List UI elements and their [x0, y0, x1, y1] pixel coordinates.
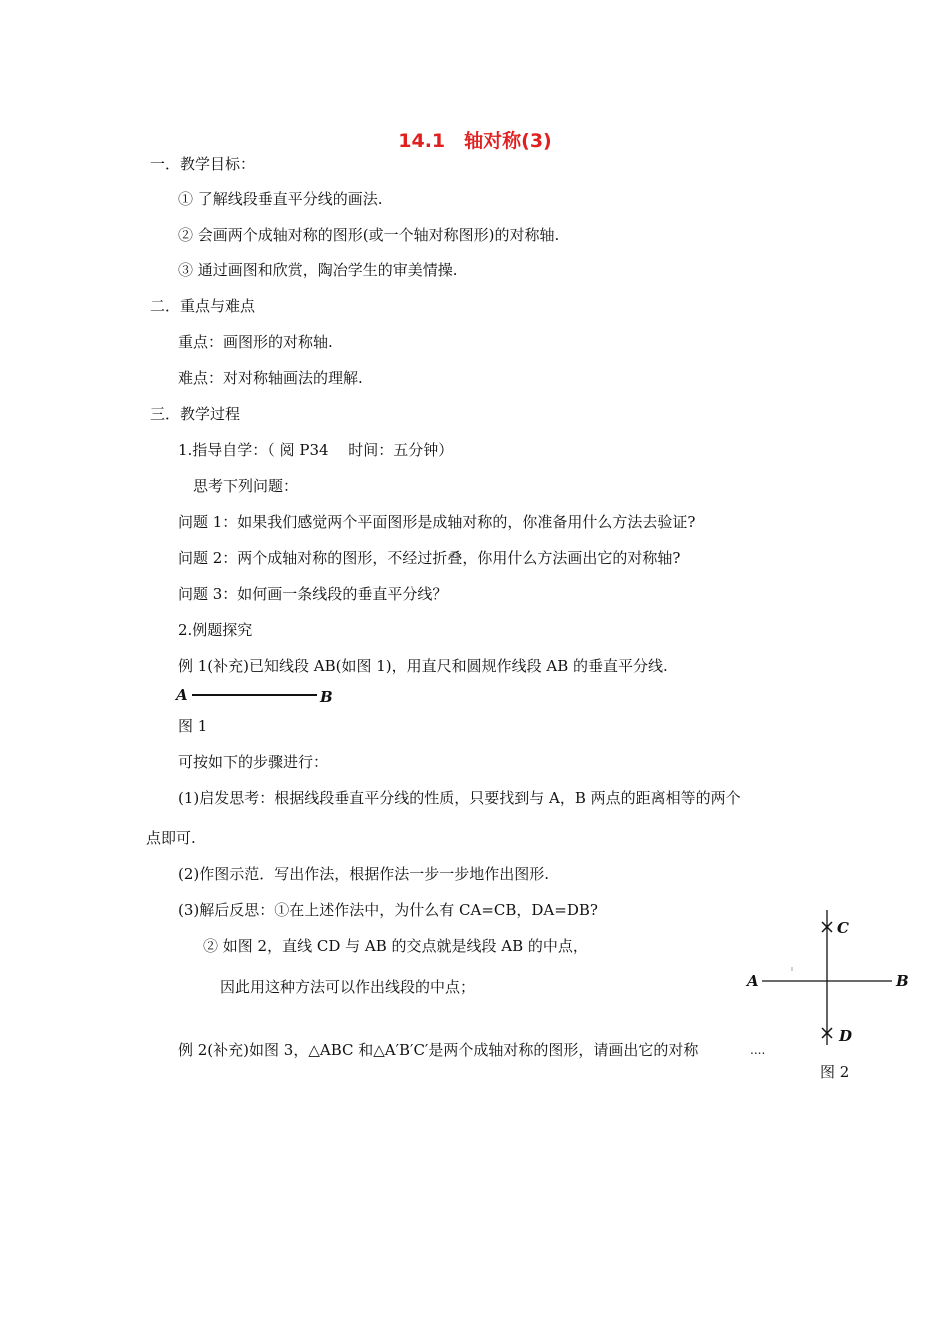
step-3-note-2: ② 如图 2，直线 CD 与 AB 的交点就是线段 AB 的中点，	[203, 937, 588, 955]
page-title: 14.1 轴对称(3)	[398, 130, 552, 152]
figure-2-caption: 图 2	[820, 1063, 850, 1081]
fig2-point-a: A	[747, 972, 759, 990]
step-3-note-3: 因此用这种方法可以作出线段的中点；	[220, 978, 476, 996]
question-2: 问题 2：两个成轴对称的图形，不经过折叠，你用什么方法画出它的对称轴?	[178, 549, 681, 567]
question-1: 问题 1：如果我们感觉两个平面图形是成轴对称的，你准备用什么方法去验证?	[178, 513, 696, 531]
objective-3: ③ 通过画图和欣赏，陶冶学生的审美情操.	[178, 261, 458, 279]
steps-intro: 可按如下的步骤进行：	[178, 753, 329, 771]
step-3: (3)解后反思：①在上述作法中，为什么有 CA=CB，DA=DB?	[178, 901, 598, 919]
self-study-line: 1.指导自学：（ 阅 P34 时间：五分钟）	[178, 441, 454, 459]
objective-2: ② 会画两个成轴对称的图形(或一个轴对称图形)的对称轴.	[178, 226, 560, 244]
example-1: 例 1(补充)已知线段 AB(如图 1)，用直尺和圆规作线段 AB 的垂直平分线.	[178, 657, 668, 675]
section-3-heading: 三．教学过程	[150, 405, 241, 423]
fig1-point-a: A	[176, 686, 188, 704]
difficulty-point: 难点：对对称轴画法的理解.	[178, 369, 363, 387]
think-prompt: 思考下列问题：	[193, 477, 299, 495]
key-point: 重点：画图形的对称轴.	[178, 333, 333, 351]
example-heading: 2.例题探究	[178, 621, 253, 639]
fig1-point-b: B	[320, 688, 333, 706]
objective-1: ① 了解线段垂直平分线的画法.	[178, 190, 383, 208]
section-1-heading: 一．教学目标：	[150, 155, 256, 173]
question-3: 问题 3：如何画一条线段的垂直平分线？	[178, 585, 448, 603]
section-2-heading: 二．重点与难点	[150, 297, 256, 315]
example-2-tail: ....	[750, 1043, 766, 1057]
step-1: (1)启发思考：根据线段垂直平分线的性质，只要找到与 A，B 两点的距离相等的两个	[178, 789, 741, 807]
example-2: 例 2(补充)如图 3，△ABC 和△A′B′C′是两个成轴对称的图形，请画出它的对称	[178, 1041, 699, 1059]
figure-1-segment	[174, 684, 344, 706]
figure-1-caption: 图 1	[178, 717, 208, 735]
step-2: (2)作图示范．写出作法，根据作法一步一步地作出图形.	[178, 865, 550, 883]
step-1-continued: 点即可.	[146, 829, 196, 847]
figure-2-perpendicular-bisector	[742, 905, 917, 1050]
fig2-point-b: B	[896, 972, 909, 990]
fig2-point-d: D	[839, 1027, 853, 1045]
fig2-point-c: C	[837, 919, 849, 937]
